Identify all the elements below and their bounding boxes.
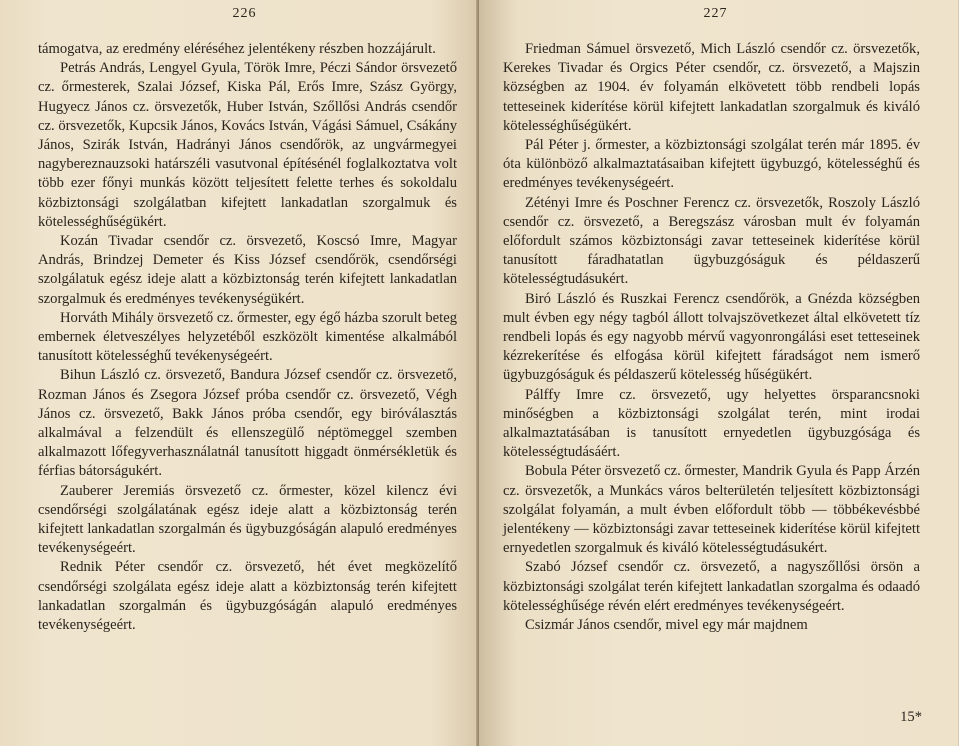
paragraph: Csizmár János csendőr, mivel egy már majdnem xyxy=(525,617,808,634)
paragraph: Rednik Péter csendőr cz. örsvezető, hét évet megközelítő csendőrségi szolgálata egész ideje alatt a közbiztonság terén kifejtett lankadatlan szorgalmán és ügybuzgóságán alapuló eredményes tevékenységeért. xyxy=(38,559,457,634)
paragraph: Biró László és Ruszkai Ferencz csendőrök, a Gnézda községben mult évben egy négy tagból állott tolvajszövetkezet által elkövetett tíz rendbeli lopás és egy nagyobb mérvű vagyonrongálási eset tetteseinek kézrekerítése és elfogása körül kifejtett fáradságot nem ismerő ügybuzgóságuk és példaszerű kötelesség hűségükért. xyxy=(503,290,920,384)
paragraph: Szabó József csendőr cz. örsvezető, a nagyszőllősi örsön a közbiztonsági szolgálat terén kifejtett lankadatlan szorgalma és odaadó kötelességhűsége révén elért eredményes tevékenységeért. xyxy=(503,559,920,614)
paragraph: Friedman Sámuel örsvezető, Mich László csendőr cz. örsvezetők, Kerekes Tivadar és Orgics Péter csendőr, cz. örsvezető, a Majszin községben az 1904. év folyamán elkövetett több rendbeli lopás tetteseinek kiderítése körül kifejtett lankadatlan szorgalmuk és kiváló kötelességhűségükért. xyxy=(503,41,920,134)
page-number-right: 227 xyxy=(703,6,728,21)
paragraph: Zauberer Jeremiás örsvezető cz. őrmester, közel kilencz évi csendőrségi szolgálatának egész ideje alatt a közbiztonság terén kifejtett lankadatlan szorgalmán és ügybuzgóságán alapuló eredményes tevékenységeért. xyxy=(38,482,457,557)
left-page-text xyxy=(38,40,457,635)
paragraph: Bihun László cz. örsvezető, Bandura József csendőr cz. örsvezető, Rozman János és Zsegora József próba csendőr cz. örsvezető, Végh János cz. örsvezető, Bakk János próba csendőr, egy biróválasztás alkalmával a felzendült és ellenszegülő néptömeggel szemben alkalmazott lőfegyverhasználatnál tanusított higgadt önmérsékletük és férfias bátorságukért. xyxy=(38,367,457,480)
right-page-text xyxy=(503,40,920,635)
paragraph: Pálffy Imre cz. örsvezető, ugy helyettes örsparancsnoki minőségben a közbiztonsági szolgálat terén, mint irodai alkalmaztatásában is tanusított ernyedetlen ügybuzgósága és kötelességtudásáért. xyxy=(503,386,920,461)
signature-mark: 15* xyxy=(900,709,922,725)
paragraph: Kozán Tivadar csendőr cz. örsvezető, Koscsó Imre, Magyar András, Brindzej Demeter és Kiss József csendőrök, csendőrségi szolgálatuk egész ideje alatt a közbiztonság terén kifejtett lankadatlan szorgalmuk és eredményes tevékenységükért. xyxy=(38,233,457,307)
paragraph: Horváth Mihály örsvezető cz. őrmester, egy égő házba szorult beteg embernek életveszélyes helyzetéből eszközölt kimentése alkalmából tanusított kötelességhű tevékenységeért. xyxy=(38,309,457,365)
right-page xyxy=(479,0,958,746)
left-page xyxy=(0,0,479,746)
paragraph: Pál Péter j. őrmester, a közbiztonsági szolgálat terén már 1895. év óta különböző alkalmaztatásaiban kifejtett ügybuzgó, kötelességhű és eredményes tevékenységeért. xyxy=(503,137,920,192)
paragraph: Zétényi Imre és Poschner Ferencz cz. örsvezetők, Roszoly László csendőr cz. örsvezető, a Beregszász városban mult év folyamán előfordult számos közbiztonsági zavar tetteseinek kiderítése körül tanusított fáradhatatlan ügybuzgóságuk és példaszerű kötelességtudásukért. xyxy=(503,194,920,288)
paragraph: támogatva, az eredmény eléréséhez jelentékeny részben hozzájárult. xyxy=(38,41,436,57)
paragraph: Bobula Péter örsvezető cz. őrmester, Mandrik Gyula és Papp Árzén cz. örsvezetők, a Munkács város belterületén teljesített közbiztonsági szolgálat folyamán, a mult évben előfordult több — többékevésbbé jelentékeny — közbiztonsági zavar tetteseinek kiderítése körül kifejtett ernyedetlen szorgalmuk és kiváló kötelességtudásukért. xyxy=(503,463,920,557)
page-number-left: 226 xyxy=(232,6,257,21)
paragraph: Petrás András, Lengyel Gyula, Török Imre, Péczi Sándor örsvezető cz. őrmesterek, Szalai József, Kiska Pál, Erős Imre, Szász György, Hugyecz János cz. örsvezetők, Huber István, Szőllősi András csendőr cz. örsvezetők, Kupcsik János, Kovács István, Vágási Sámuel, Csákány János, Szirák István, Hadrányi János csendőrök, az ungvármegyei nagybereznauzsoki határszéli vasutvonal építésénél foglalkoztatva volt több ezer főnyi munkás között teljesített felette terhes és sokoldalu közbiztonsági szolgálatban kifejtett lankadatlan szorgalmuk és kötelességhűségükért. xyxy=(38,60,457,230)
